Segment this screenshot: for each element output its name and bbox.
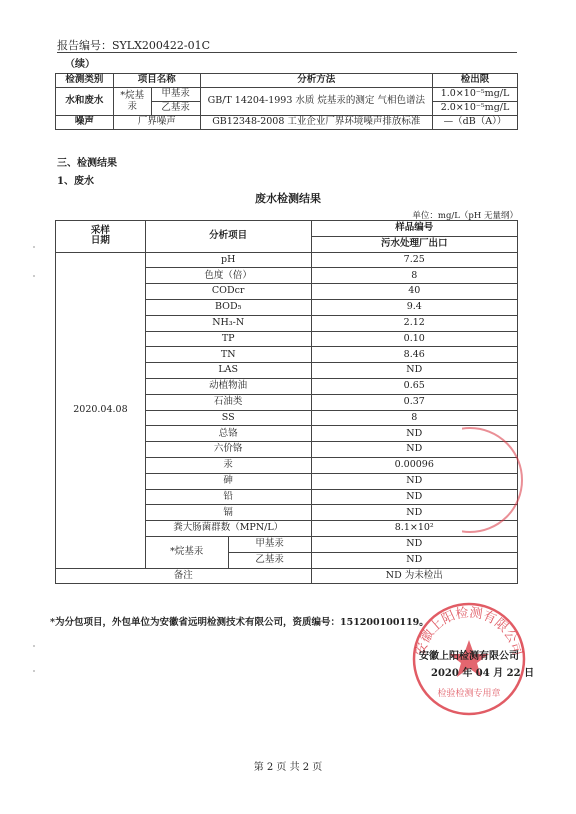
header-limit: 检出限 [433,74,518,88]
analysis-item: 铅 [145,489,311,505]
remark-row [56,568,518,584]
seal-partial [462,425,542,535]
water-item-methyl: 甲基汞 [151,88,200,102]
result-value: ND [311,489,518,505]
header-category: 检测类别 [56,74,114,88]
result-value: ND [311,363,518,379]
noise-category: 噪声 [56,116,114,130]
methyl-mercury-value: ND [311,536,518,552]
water-limit-methyl: 1.0×10⁻⁵mg/L [433,88,518,102]
svg-text:安徽上阳检测有限公司: 安徽上阳检测有限公司 [413,605,525,658]
header-method: 分析方法 [200,74,432,88]
header-item: 项目名称 [113,74,200,88]
header-analysis-item: 分析项目 [145,221,311,253]
result-value: 0.65 [311,378,518,394]
analysis-item: 汞 [145,457,311,473]
header-sample-no: 样品编号 [311,221,518,237]
analysis-item: pH [145,252,311,268]
scan-speck [33,670,35,672]
analysis-item: 砷 [145,473,311,489]
noise-method: GB12348-2008 工业企业厂界环境噪声排放标准 [200,116,432,130]
remark-value: ND 为未检出 [311,568,518,584]
result-table-title: 废水检测结果 [255,192,321,205]
analysis-item: 六价铬 [145,442,311,458]
header-location: 污水处理厂出口 [311,236,518,252]
result-value: 40 [311,284,518,300]
continued-label: （续） [65,59,95,70]
result-value: 7.25 [311,252,518,268]
result-value: 2.12 [311,315,518,331]
header-rule [57,52,517,53]
scan-speck [33,645,35,647]
method-table [55,73,518,130]
signature-date: 2020 年 04 月 22 日 [431,668,535,679]
result-value: 0.37 [311,394,518,410]
analysis-item: 总铬 [145,426,311,442]
table-row [56,252,518,268]
footnote: *为分包项目，外包单位为安徽省远明检测技术有限公司，资质编号：151200100119。 [50,617,429,628]
ethyl-mercury-value: ND [311,552,518,568]
analysis-item: 动植物油 [145,378,311,394]
result-value: 8 [311,268,518,284]
analysis-item: BOD₅ [145,299,311,315]
result-value: 8.1×10² [311,521,518,537]
water-category: 水和废水 [56,88,114,116]
alkyl-mercury-label: *烷基汞 [145,536,228,568]
analysis-item: NH₃-N [145,315,311,331]
noise-item: 厂界噪声 [113,116,200,130]
result-value: 9.4 [311,299,518,315]
analysis-item: 镉 [145,505,311,521]
signature-company: 安徽上阳检测有限公司 [419,651,519,662]
analysis-item: 色度（倍） [145,268,311,284]
noise-limit: —（dB（A）） [433,116,518,130]
water-method: GB/T 14204-1993 水质 烷基汞的测定 气相色谱法 [200,88,432,116]
water-limit-ethyl: 2.0×10⁻⁵mg/L [433,102,518,116]
analysis-item: TP [145,331,311,347]
ethyl-mercury-label: 乙基汞 [228,552,311,568]
analysis-item: CODcr [145,284,311,300]
water-item-ethyl: 乙基汞 [151,102,200,116]
section-wastewater: 1、废水 [57,176,94,187]
page-number: 第 2 页 共 2 页 [253,762,323,773]
header-sampling-date: 采样 日期 [56,221,146,253]
water-parent-item: *烷基汞 [113,88,151,116]
result-value: ND [311,473,518,489]
remark-label: 备注 [56,568,312,584]
result-value: 8.46 [311,347,518,363]
analysis-item: 粪大肠菌群数（MPN/L） [145,521,311,537]
scan-speck [33,275,35,277]
result-value: ND [311,505,518,521]
analysis-item: SS [145,410,311,426]
methyl-mercury-label: 甲基汞 [228,536,311,552]
sampling-date: 2020.04.08 [56,252,146,568]
result-value: 0.10 [311,331,518,347]
result-value: 0.00096 [311,457,518,473]
report-number: 报告编号：SYLX200422-01C [57,39,211,52]
analysis-item: 石油类 [145,394,311,410]
result-table [55,220,518,584]
unit-note: 单位：mg/L（pH 无量纲） [412,211,518,221]
analysis-item: LAS [145,363,311,379]
result-value: ND [311,426,518,442]
result-value: ND [311,442,518,458]
section-results: 三、检测结果 [57,158,117,169]
scan-speck [33,246,35,248]
svg-text:检验检测专用章: 检验检测专用章 [437,689,501,699]
analysis-item: TN [145,347,311,363]
result-value: 8 [311,410,518,426]
